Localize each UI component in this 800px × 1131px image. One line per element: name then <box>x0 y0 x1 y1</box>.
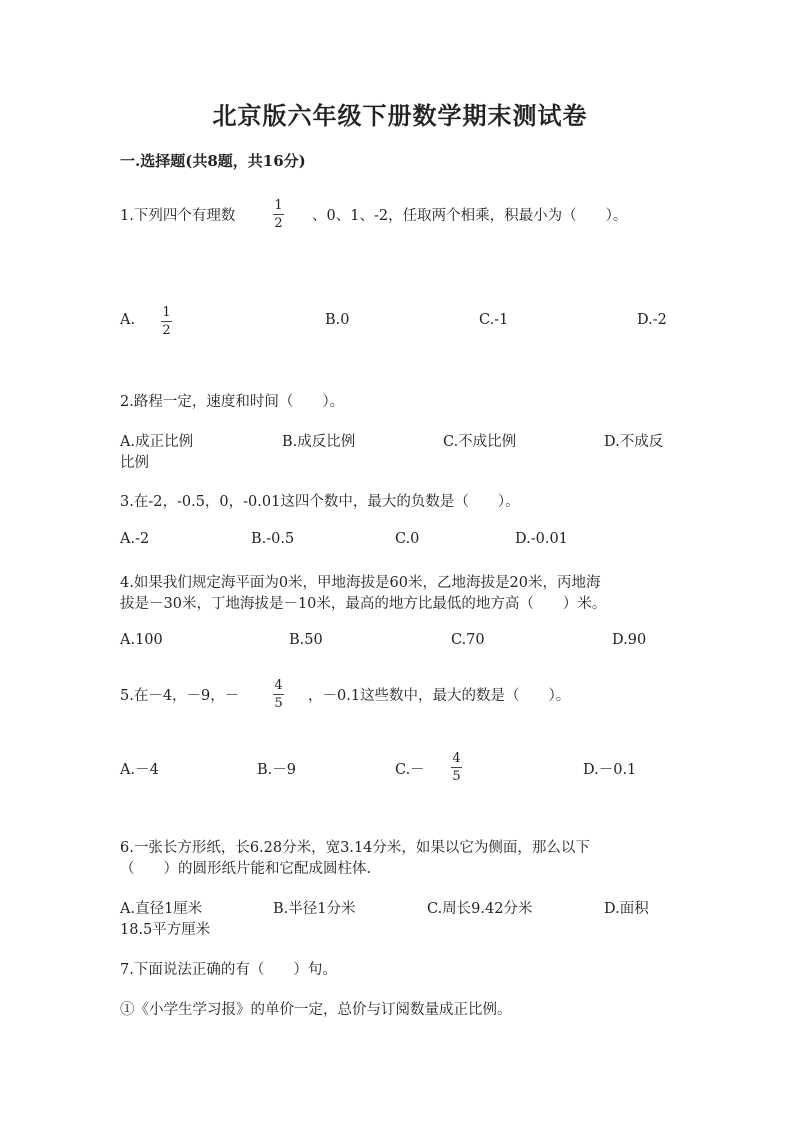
question-6-option-c: C.周长9.42分米 <box>427 901 533 917</box>
question-1-stem-end: 、0、1、-2，任取两个相乘，积最小为（ ）。 <box>312 208 628 224</box>
page-title: 北京版六年级下册数学期末测试卷 <box>212 101 588 130</box>
section-heading: 一.选择题(共8题，共16分) <box>120 152 306 170</box>
question-1-option-b: B.0 <box>325 312 350 328</box>
question-5-option-c: C.－ <box>395 762 425 778</box>
question-4-option-a: A.100 <box>120 632 163 648</box>
question-3-option-a: A.-2 <box>120 531 150 547</box>
question-1-stem-start: 1.下列四个有理数 <box>120 208 236 224</box>
question-4-option-c: C.70 <box>451 632 485 648</box>
question-4-option-d: D.90 <box>612 632 647 648</box>
fraction-denominator: 2 <box>274 216 283 231</box>
question-5-stem-start: 5.在－4，－9，－ <box>120 688 240 704</box>
question-7-stem: 7.下面说法正确的有（ ）句。 <box>120 962 337 978</box>
question-2-option-a: A.成正比例 <box>120 434 194 450</box>
question-2-option-d-continued: 比例 <box>120 455 149 471</box>
question-1-option-a-fraction <box>161 306 172 337</box>
fraction-bar <box>273 694 284 695</box>
question-4-option-b: B.50 <box>289 632 323 648</box>
question-3-option-c: C.0 <box>395 531 420 547</box>
question-1-fraction <box>273 199 284 230</box>
question-5-option-a: A.－4 <box>120 762 159 778</box>
fraction-bar <box>161 321 172 322</box>
question-2-option-d: D.不成反 <box>604 434 664 450</box>
fraction-denominator: 5 <box>274 696 283 711</box>
fraction-bar <box>451 767 462 768</box>
question-3-stem: 3.在-2，-0.5，0，-0.01这四个数中，最大的负数是（ ）。 <box>120 494 520 510</box>
question-5-option-d: D.－0.1 <box>583 762 637 778</box>
question-1-option-a: A. <box>120 312 136 328</box>
question-1-option-c: C.-1 <box>479 312 509 328</box>
fraction-denominator: 5 <box>452 769 461 784</box>
question-2-option-c: C.不成比例 <box>443 434 517 450</box>
question-5-stem-end: ，－0.1这些数中，最大的数是（ ）。 <box>308 688 571 704</box>
fraction-numerator: 4 <box>274 678 283 693</box>
question-5-option-b: B.－9 <box>257 762 296 778</box>
question-6-option-d: D.面积 <box>604 901 649 917</box>
fraction-denominator: 2 <box>162 323 171 338</box>
question-6-option-a: A.直径1厘米 <box>120 901 203 917</box>
question-4-stem-line-1: 4.如果我们规定海平面为0米，甲地海拔是60米，乙地海拔是20米，丙地海 <box>120 575 601 591</box>
question-5-fraction <box>273 679 284 710</box>
question-3-option-d: D.-0.01 <box>515 531 568 547</box>
fraction-numerator: 1 <box>162 305 171 320</box>
question-2-stem: 2.路程一定，速度和时间（ ）。 <box>120 394 345 410</box>
question-2-option-b: B.成反比例 <box>282 434 356 450</box>
question-7-statement-1: ①《小学生学习报》的单价一定，总价与订阅数量成正比例。 <box>120 1002 512 1018</box>
fraction-bar <box>273 214 284 215</box>
fraction-numerator: 4 <box>452 751 461 766</box>
question-6-stem-line-1: 6.一张长方形纸，长6.28分米，宽3.14分米，如果以它为侧面，那么以下 <box>120 840 590 856</box>
question-4-stem-line-2: 拔是－30米，丁地海拔是－10米，最高的地方比最低的地方高（ ）米。 <box>120 596 607 612</box>
question-5-option-c-fraction <box>451 752 462 783</box>
question-6-option-d-continued: 18.5平方厘米 <box>120 922 211 938</box>
fraction-numerator: 1 <box>274 198 283 213</box>
question-6-option-b: B.半径1分米 <box>273 901 356 917</box>
question-3-option-b: B.-0.5 <box>251 531 295 547</box>
question-6-stem-line-2: （ ）的圆形纸片能和它配成圆柱体. <box>120 861 372 877</box>
question-1-option-d: D.-2 <box>637 312 667 328</box>
